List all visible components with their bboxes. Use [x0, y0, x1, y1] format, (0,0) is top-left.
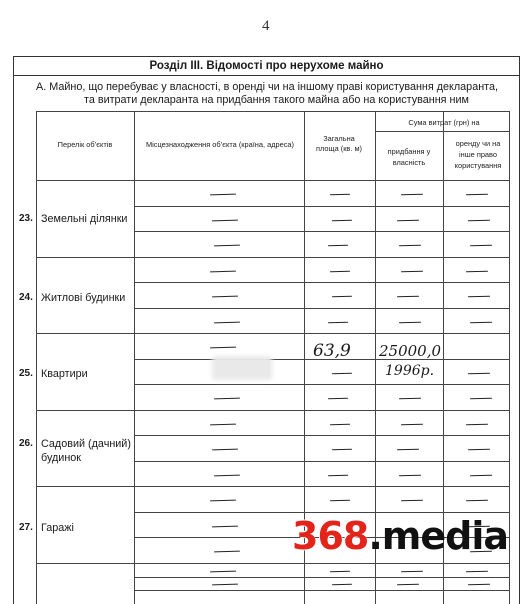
sub-row-line	[134, 512, 509, 513]
row-group-line	[36, 333, 509, 334]
header-rent: оренду чи на інше право користування	[454, 139, 502, 170]
table-left-border	[36, 111, 37, 604]
handwritten-area: 63,9	[313, 341, 351, 361]
table-right-border	[509, 111, 510, 604]
row-label-country-house: Садовий (дачний) будинок	[41, 438, 131, 464]
row-group-line	[36, 486, 509, 487]
section-title: Розділ ІІІ. Відомості про нерухоме майно	[13, 56, 520, 76]
sub-row-line	[134, 282, 509, 283]
row-group-line	[36, 257, 509, 258]
row-group-line	[36, 410, 509, 411]
row-label-houses: Житлові будинки	[41, 292, 126, 304]
watermark-logo	[292, 514, 508, 558]
subsection-line-1: А. Майно, що перебуває у власності, в оренді чи на іншому праві користування декларанта,	[36, 81, 498, 93]
row-number-23: 23.	[19, 213, 33, 224]
page-number: 4	[262, 18, 270, 34]
sub-row-line	[134, 308, 509, 309]
row-number-25: 25.	[19, 368, 33, 379]
row-number-24: 24.	[19, 292, 33, 303]
sub-row-line	[134, 577, 509, 578]
row-label-apartments: Квартири	[41, 368, 88, 380]
handwritten-year: 1996р.	[385, 363, 435, 379]
subsection-line-2: та витрати декларанта на придбання такого майна або на користування ним	[84, 94, 469, 106]
table-column-line	[134, 111, 135, 604]
row-label-land: Земельні ділянки	[41, 213, 128, 225]
redacted-address	[212, 356, 272, 380]
sub-row-line	[134, 206, 509, 207]
expenses-header-line	[375, 131, 509, 132]
header-expenses: Сума витрат (грн) на	[408, 118, 480, 127]
header-objects: Перелік об’єктів	[57, 140, 113, 149]
row-group-line	[36, 563, 509, 564]
header-purchase: придбання у власність	[387, 147, 431, 167]
watermark-text: .media	[368, 514, 509, 558]
row-label-garages: Гаражі	[41, 522, 74, 534]
header-area: Загальна площа (кв. м)	[315, 134, 363, 153]
watermark-number: 368	[292, 514, 369, 558]
table-top-border	[36, 111, 509, 112]
sub-row-line	[134, 384, 509, 385]
handwritten-purchase: 25000,0	[379, 342, 442, 360]
subsection-a	[36, 81, 516, 107]
sub-row-line	[134, 590, 509, 591]
sub-row-line	[134, 461, 509, 462]
row-number-26: 26.	[19, 438, 33, 449]
header-bottom-line	[36, 180, 509, 181]
sub-row-line	[134, 231, 509, 232]
header-location: Місцезнаходження об’єкта (країна, адреса)	[145, 140, 295, 149]
row-number-27: 27.	[19, 522, 33, 533]
sub-row-line	[134, 435, 509, 436]
